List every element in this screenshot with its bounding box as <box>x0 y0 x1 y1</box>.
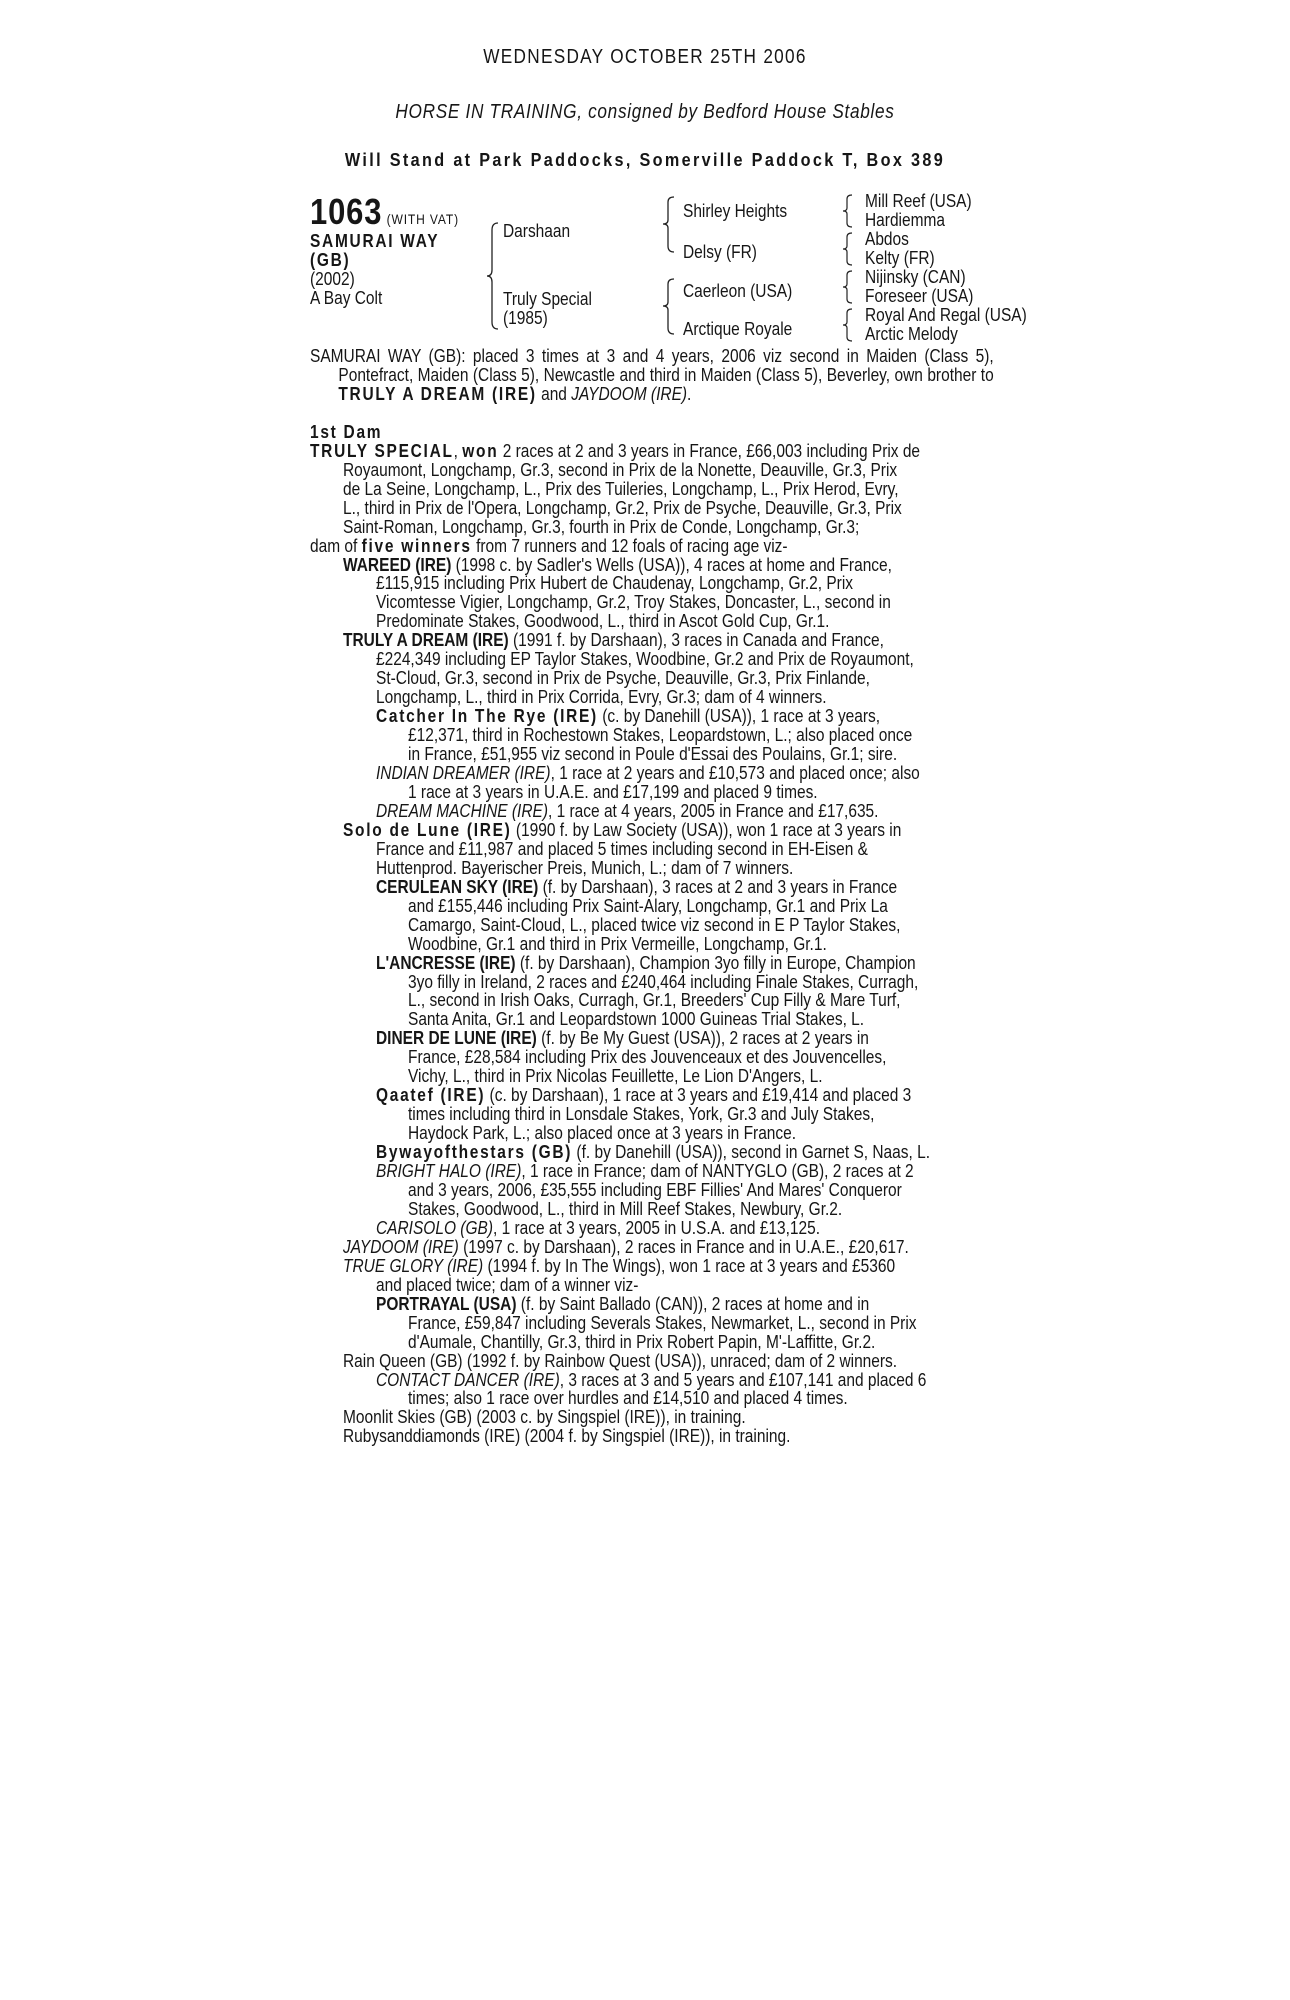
produce-continuation-line <box>376 669 1060 688</box>
produce-first-line <box>343 821 1027 840</box>
produce-continuation-line <box>376 1276 1060 1295</box>
produce-first-line <box>376 1143 1060 1162</box>
produce-continuation-line <box>408 916 1092 935</box>
produce-continuation-line <box>408 1314 1092 1333</box>
produce-text: , 3 races at 3 and 5 years and £107,141 and placed 6 <box>559 1369 927 1390</box>
produce-continuation-line <box>408 897 1092 916</box>
produce-text: Stakes, Goodwood, L., third in Mill Reef Stakes, Newbury, Gr.2. <box>408 1198 843 1219</box>
dam-year: (1985) <box>503 308 548 328</box>
produce-name: CERULEAN SKY (IRE) <box>376 876 539 897</box>
produce-first-line <box>376 1029 1060 1048</box>
produce-continuation-line <box>408 1048 1092 1067</box>
sire: Darshaan <box>503 221 571 241</box>
produce-first-line <box>343 1427 1027 1446</box>
g3-7: Royal And Regal (USA) <box>865 305 1027 325</box>
produce-text: (1990 f. by Law Society (USA)), won 1 race at 3 years in <box>511 819 902 840</box>
first-dam-name: TRULY SPECIAL <box>310 440 454 461</box>
produce-name: BRIGHT HALO (IRE) <box>376 1161 522 1182</box>
race-record <box>310 347 994 404</box>
produce-entry <box>310 707 993 764</box>
produce-text: Longchamp, L., third in Prix Corrida, Evry, Gr.3; dam of 4 winners. <box>376 687 827 708</box>
produce-text: times including third in Lonsdale Stakes, York, Gr.3 and July Stakes, <box>408 1104 875 1125</box>
produce-text: (2004 f. by Singspiel (IRE)), in training. <box>520 1426 791 1447</box>
produce-text: £224,349 including EP Taylor Stakes, Woodbine, Gr.2 and Prix de Royaumont, <box>376 649 914 670</box>
produce-name: Rain Queen (GB) <box>343 1350 463 1371</box>
sale-date: WEDNESDAY OCTOBER 25TH 2006 <box>483 46 807 68</box>
produce-entry <box>310 1352 993 1371</box>
g3-brace-3 <box>842 270 854 304</box>
produce-name: DREAM MACHINE (IRE) <box>376 800 549 821</box>
produce-continuation-line <box>376 859 1060 878</box>
sire-dam-brace <box>486 222 500 330</box>
produce-entry <box>310 878 993 954</box>
produce-name: Bywayofthestars (GB) <box>376 1142 573 1163</box>
produce-first-line <box>343 1238 1027 1257</box>
produce-continuation-line <box>408 1124 1092 1143</box>
produce-continuation-line <box>408 1105 1092 1124</box>
catalogue-body <box>310 347 993 1446</box>
horse-origin: (GB) <box>310 250 351 270</box>
produce-first-line <box>376 1371 1060 1390</box>
produce-name: INDIAN DREAMER (IRE) <box>376 763 551 784</box>
produce-text: Huttenprod. Bayerischer Preis, Munich, L.; dam of 7 winners. <box>376 857 794 878</box>
produce-text: Haydock Park, L.; also placed once at 3 years in France. <box>408 1123 797 1144</box>
produce-name: JAYDOOM (IRE) <box>343 1236 459 1257</box>
produce-text: Predominate Stakes, Goodwood, L., third in Ascot Gold Cup, Gr.1. <box>376 611 830 632</box>
produce-entry <box>310 1143 993 1162</box>
produce-continuation-line <box>408 1181 1092 1200</box>
produce-text: , 1 race in France; dam of NANTYGLO (GB), 2 races at 2 <box>521 1161 914 1182</box>
dam-parents-brace <box>662 278 676 335</box>
first-dam-line: Royaumont, Longchamp, Gr.3, second in Prix de la Nonette, Deauville, Gr.3, Prix <box>343 459 898 480</box>
produce-text: (f. by Danehill (USA)), second in Garnet S, Naas, L. <box>572 1142 931 1163</box>
produce-name: Qaatef (IRE) <box>376 1085 486 1106</box>
first-dam-line: Saint-Roman, Longchamp, Gr.3, fourth in Prix de Conde, Longchamp, Gr.3; <box>343 516 860 537</box>
race-record-and: and <box>541 383 567 404</box>
sire-dam: Delsy (FR) <box>683 242 757 262</box>
produce-entry <box>310 556 993 632</box>
produce-continuation-line <box>408 973 1092 992</box>
produce-text: times; also 1 race over hurdles and £14,510 and placed 4 times. <box>408 1388 848 1409</box>
first-dam-heading: 1st Dam <box>310 421 383 442</box>
lot-header <box>310 192 459 232</box>
g3-brace-4 <box>842 308 854 342</box>
produce-entry <box>310 1029 993 1086</box>
produce-first-line <box>376 954 1060 973</box>
produce-continuation-line <box>376 574 1060 593</box>
produce-text: £115,915 including Prix Hubert de Chaudenay, Longchamp, Gr.2, Prix <box>376 573 854 594</box>
produce-first-line <box>376 878 1060 897</box>
produce-continuation-line <box>408 1333 1092 1352</box>
dam-of-prefix: dam of <box>310 535 358 556</box>
produce-text: 3yo filly in Ireland, 2 races and £240,464 including Finale Stakes, Curragh, <box>408 971 919 992</box>
produce-first-line <box>376 1295 1060 1314</box>
produce-continuation-line <box>408 783 1092 802</box>
produce-name: TRUE GLORY (IRE) <box>343 1255 484 1276</box>
produce-name: WAREED (IRE) <box>343 554 452 575</box>
produce-entry <box>310 631 993 707</box>
produce-text: (f. by Saint Ballado (CAN)), 2 races at home and in <box>516 1293 870 1314</box>
produce-text: L., second in Irish Oaks, Curragh, Gr.1, Breeders' Cup Filly & Mare Turf, <box>408 990 901 1011</box>
produce-text: Camargo, Saint-Cloud, L., placed twice viz second in E P Taylor Stakes, <box>408 914 901 935</box>
produce-continuation-line <box>408 991 1092 1010</box>
produce-continuation-line <box>408 1067 1092 1086</box>
produce-text: Vicomtesse Vigier, Longchamp, Gr.2, Troy Stakes, Doncaster, L., second in <box>376 592 891 613</box>
produce-continuation-line <box>408 745 1092 764</box>
first-dam-won: won <box>462 440 499 461</box>
produce-continuation-line <box>408 1200 1092 1219</box>
produce-text: , 1 race at 3 years, 2005 in U.S.A. and £13,125. <box>492 1217 821 1238</box>
produce-continuation-line <box>376 593 1060 612</box>
produce-name: L'ANCRESSE (IRE) <box>376 952 516 973</box>
g3-1: Mill Reef (USA) <box>865 191 972 211</box>
produce-continuation-line <box>408 935 1092 954</box>
dam-of-suffix: from 7 runners and 12 foals of racing age viz- <box>476 535 788 556</box>
horse-year: (2002) <box>310 269 355 289</box>
produce-text: (1998 c. by Sadler's Wells (USA)), 4 races at home and France, <box>451 554 892 575</box>
first-dam-line: de La Seine, Longchamp, L., Prix des Tuileries, Longchamp, L., Prix Herod, Evry, <box>343 478 899 499</box>
horse-description: A Bay Colt <box>310 288 383 308</box>
first-dam-line-1-rest: 2 races at 2 and 3 years in France, £66,003 including Prix de <box>502 440 921 461</box>
produce-name: Rubysanddiamonds (IRE) <box>343 1426 521 1447</box>
produce-name: DINER DE LUNE (IRE) <box>376 1028 537 1049</box>
dam: Truly Special <box>503 289 592 309</box>
g3-5: Nijinsky (CAN) <box>865 267 966 287</box>
produce-text: , 1 race at 4 years, 2005 in France and £17,635. <box>548 800 879 821</box>
produce-entry <box>310 1257 993 1295</box>
produce-name: CARISOLO (GB) <box>376 1217 493 1238</box>
produce-text: Vichy, L., third in Prix Nicolas Feuillette, Le Lion D'Angers, L. <box>408 1066 823 1087</box>
produce-text: (1992 f. by Rainbow Quest (USA)), unraced; dam of 2 winners. <box>462 1350 898 1371</box>
produce-text: and placed twice; dam of a winner viz- <box>376 1274 639 1295</box>
produce-continuation-line <box>376 840 1060 859</box>
race-record-text: SAMURAI WAY (GB): placed 3 times at 3 and 4 years, 2006 viz second in Maiden (Class 5), Pontefract, Maiden (Class 5), Newcastle and third in Maiden (Class 5), Beverley, own brother to <box>310 346 994 385</box>
produce-text: St-Cloud, Gr.3, second in Prix de Psyche, Deauville, Gr.3, Prix Finlande, <box>376 668 870 689</box>
produce-continuation-line <box>376 650 1060 669</box>
dam-dam: Arctique Royale <box>683 319 793 339</box>
produce-entry <box>310 1219 993 1238</box>
produce-text: (f. by Be My Guest (USA)), 2 races at 2 years in <box>536 1028 869 1049</box>
race-record-end: . <box>687 383 692 404</box>
g3-3: Abdos <box>865 229 909 249</box>
produce-entry <box>310 1427 993 1446</box>
produce-continuation-line <box>408 1010 1092 1029</box>
produce-continuation-line <box>408 726 1092 745</box>
produce-text: (1997 c. by Darshaan), 2 races in France and in U.A.E., £20,617. <box>458 1236 909 1257</box>
produce-text: (1991 f. by Darshaan), 3 races in Canada and France, <box>508 630 884 651</box>
produce-text: (f. by Darshaan), 3 races at 2 and 3 years in France <box>538 876 898 897</box>
race-record-ref-1: TRULY A DREAM (IRE) <box>338 383 537 404</box>
produce-continuation-line <box>408 1389 1092 1408</box>
produce-text: Santa Anita, Gr.1 and Leopardstown 1000 Guineas Trial Stakes, L. <box>408 1009 865 1030</box>
produce-name: Catcher In The Rye (IRE) <box>376 706 598 727</box>
produce-name: CONTACT DANCER (IRE) <box>376 1369 560 1390</box>
dam-sire: Caerleon (USA) <box>683 281 793 301</box>
produce-first-line <box>376 707 1060 726</box>
produce-text: (c. by Danehill (USA)), 1 race at 3 years, <box>597 706 881 727</box>
produce-entry <box>310 1086 993 1143</box>
produce-name: Moonlit Skies (GB) <box>343 1407 473 1428</box>
produce-first-line <box>376 1219 1060 1238</box>
produce-text: in France, £51,955 viz second in Poule d'Essai des Poulains, Gr.1; sire. <box>408 744 898 765</box>
first-dam-line-1: TRULY SPECIAL, won 2 races at 2 and 3 years in France, £66,003 including Prix de <box>310 440 921 461</box>
g3-2: Hardiemma <box>865 210 946 230</box>
produce-first-line <box>343 1257 1027 1276</box>
horse-name: SAMURAI WAY <box>310 231 440 251</box>
produce-text: £12,371, third in Rochestown Stakes, Leopardstown, L.; also placed once <box>408 725 913 746</box>
g3-brace-2 <box>842 232 854 266</box>
produce-continuation-line <box>376 688 1060 707</box>
sire-parents-brace <box>662 196 676 253</box>
pedigree-table <box>310 192 1080 350</box>
g3-8: Arctic Melody <box>865 324 958 344</box>
produce-first-line <box>376 764 1060 783</box>
sire-sire: Shirley Heights <box>683 201 788 221</box>
produce-text: France, £59,847 including Severals Stakes, Newmarket, L., second in Prix <box>408 1312 917 1333</box>
produce-entry <box>310 1408 993 1427</box>
produce-entry <box>310 1238 993 1257</box>
produce-entry <box>310 1371 993 1409</box>
consignment-line: HORSE IN TRAINING, consigned by Bedford House Stables <box>395 101 895 123</box>
g3-brace-1 <box>842 194 854 228</box>
produce-text: France and £11,987 and placed 5 times including second in EH-Eisen & <box>376 838 868 859</box>
g3-6: Foreseer (USA) <box>865 286 974 306</box>
produce-entry <box>310 954 993 1030</box>
produce-first-line <box>343 631 1027 650</box>
stand-location: Will Stand at Park Paddocks, Somerville Paddock T, Box 389 <box>344 150 946 170</box>
g3-4: Kelty (FR) <box>865 248 935 268</box>
produce-text: and 3 years, 2006, £35,555 including EBF Fillies' And Mares' Conqueror <box>408 1179 902 1200</box>
produce-text: d'Aumale, Chantilly, Gr.3, third in Prix Robert Papin, M'-Laffitte, Gr.2. <box>408 1331 876 1352</box>
produce-first-line <box>376 1162 1060 1181</box>
produce-text: (1994 f. by In The Wings), won 1 race at 3 years and £5360 <box>483 1255 896 1276</box>
dam-of-winners: five winners <box>361 535 472 556</box>
produce-first-line <box>343 1408 1027 1427</box>
produce-name: Solo de Lune (IRE) <box>343 819 512 840</box>
produce-entry <box>310 1295 993 1352</box>
dam-of-line <box>310 537 994 556</box>
produce-text: , 1 race at 2 years and £10,573 and placed once; also <box>550 763 920 784</box>
produce-entry <box>310 821 993 878</box>
produce-text: and £155,446 including Prix Saint-Alary, Longchamp, Gr.1 and Prix La <box>408 895 888 916</box>
produce-name: PORTRAYAL (USA) <box>376 1293 517 1314</box>
produce-entry <box>310 1162 993 1219</box>
produce-continuation-line <box>376 612 1060 631</box>
produce-entry <box>310 764 993 802</box>
produce-first-line <box>343 1352 1027 1371</box>
first-dam-line: L., third in Prix de l'Opera, Longchamp, Gr.2, Prix de Psyche, Deauville, Gr.3, Prix <box>343 497 902 518</box>
produce-name: TRULY A DREAM (IRE) <box>343 630 509 651</box>
produce-first-line <box>376 1086 1060 1105</box>
produce-text: (f. by Darshaan), Champion 3yo filly in Europe, Champion <box>515 952 916 973</box>
lot-number: 1063 <box>310 191 383 232</box>
produce-first-line <box>343 556 1027 575</box>
produce-text: Woodbine, Gr.1 and third in Prix Vermeille, Longchamp, Gr.1. <box>408 933 827 954</box>
race-record-ref-2: JAYDOOM (IRE) <box>571 383 688 404</box>
produce-first-line <box>376 802 1060 821</box>
produce-text: (c. by Darshaan), 1 race at 3 years and £19,414 and placed 3 <box>485 1085 912 1106</box>
produce-entry <box>310 802 993 821</box>
produce-text: France, £28,584 including Prix des Jouvenceaux et des Jouvencelles, <box>408 1047 887 1068</box>
produce-list <box>310 556 993 1447</box>
produce-text: (2003 c. by Singspiel (IRE)), in training. <box>472 1407 746 1428</box>
produce-text: 1 race at 3 years in U.A.E. and £17,199 and placed 9 times. <box>408 781 818 802</box>
vat-note: (WITH VAT) <box>386 211 459 227</box>
